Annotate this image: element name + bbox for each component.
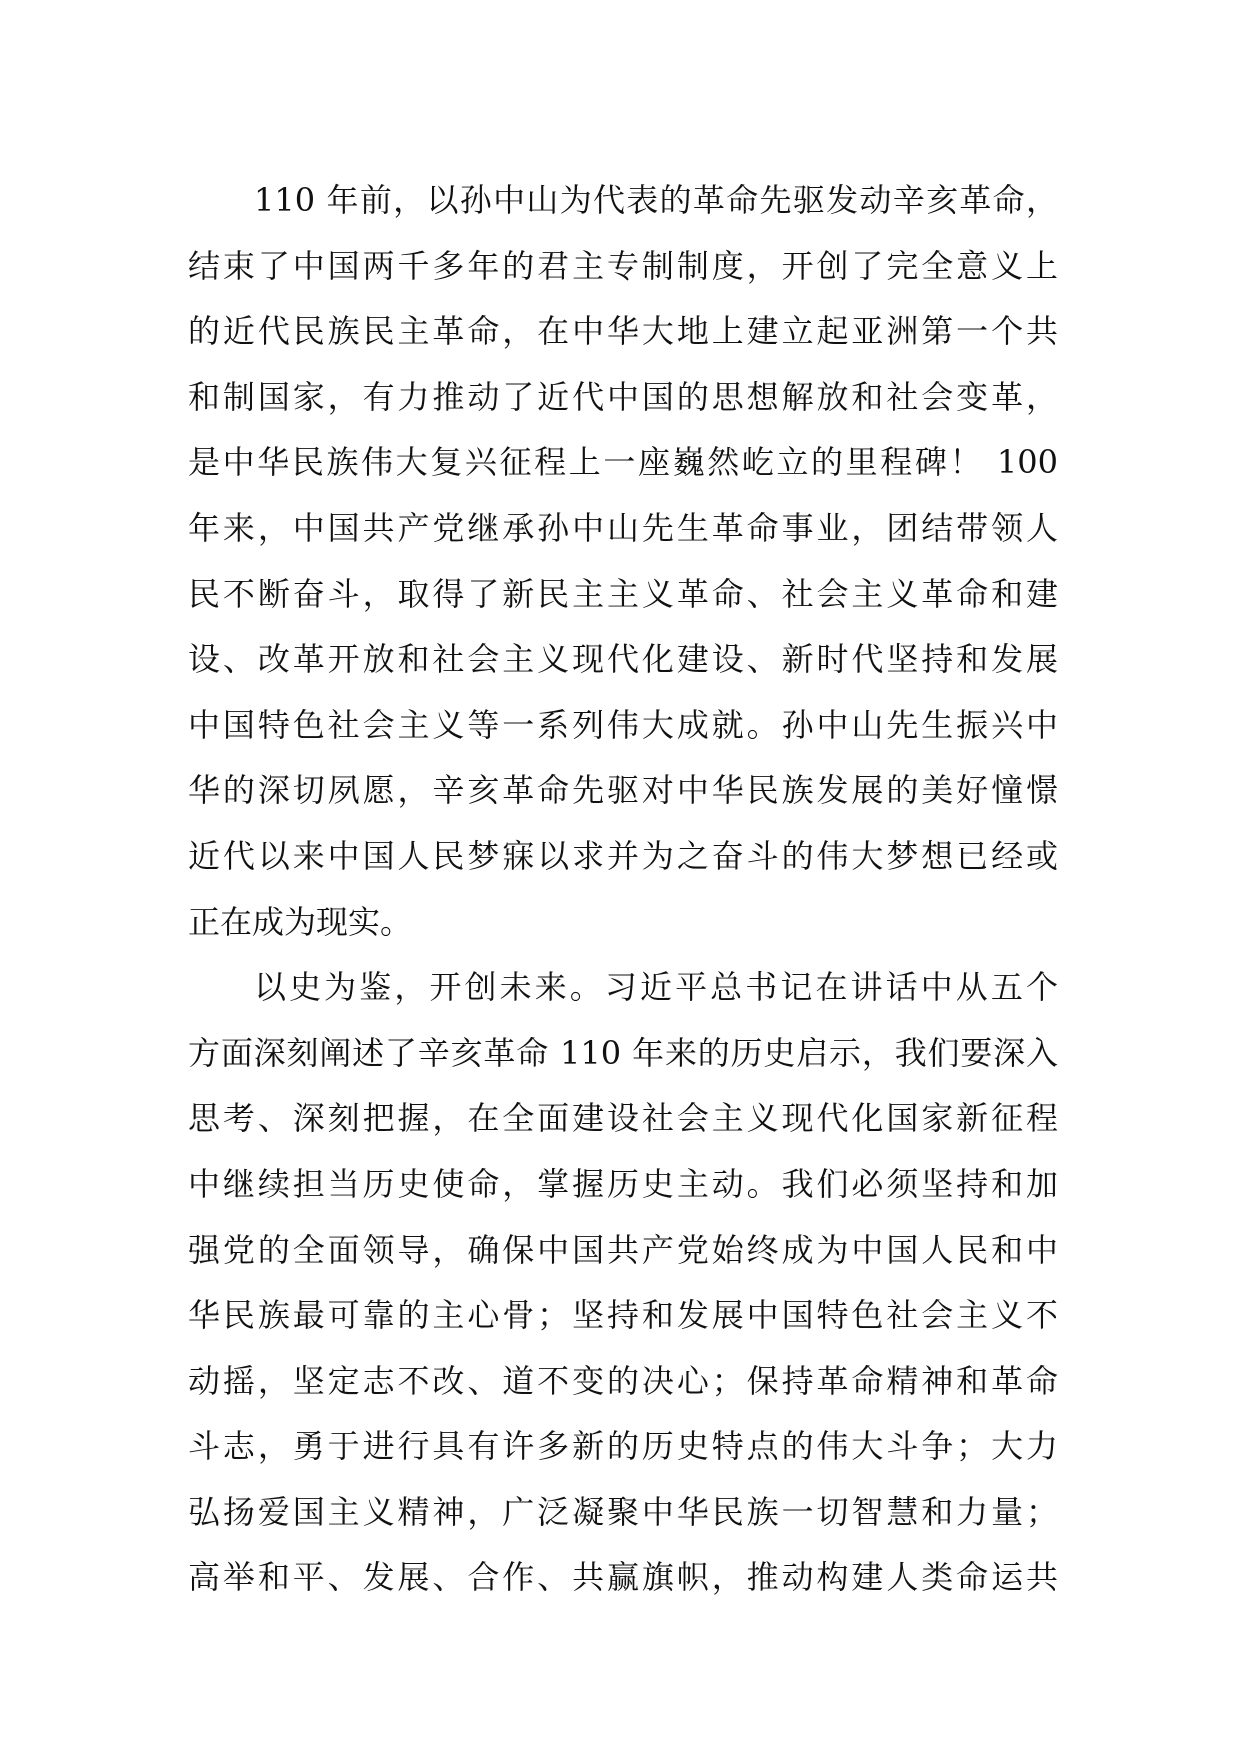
paragraph-line: 是中华民族伟大复兴征程上一座巍然屹立的里程碑！ 100 — [188, 443, 1058, 482]
paragraph-line: 结束了中国两千多年的君主专制制度，开创了完全意义上 — [188, 246, 1058, 285]
paragraph-2 — [188, 955, 1058, 1611]
paragraph-line: 华的深切夙愿，辛亥革命先驱对中华民族发展的美好憧憬 — [188, 771, 1058, 810]
paragraph-line: 和制国家，有力推动了近代中国的思想解放和社会变革， — [188, 377, 1058, 416]
paragraph-line: 以史为鉴，开创未来。习近平总书记在讲话中从五个 — [254, 968, 1058, 1007]
paragraph-line: 动摇，坚定志不改、道不变的决心；保持革命精神和革命 — [188, 1361, 1058, 1400]
paragraph-line: 高举和平、发展、合作、共赢旗帜，推动构建人类命运共 — [188, 1558, 1058, 1597]
paragraph-line: 华民族最可靠的主心骨；坚持和发展中国特色社会主义不 — [188, 1296, 1058, 1335]
paragraph-line: 强党的全面领导，确保中国共产党始终成为中国人民和中 — [188, 1230, 1058, 1269]
paragraph-line: 近代以来中国人民梦寐以求并为之奋斗的伟大梦想已经或 — [188, 836, 1058, 875]
paragraph-line: 方面深刻阐述了辛亥革命 110 年来的历史启示，我们要深入 — [188, 1033, 1058, 1072]
paragraph-line: 正在成为现实。 — [188, 902, 413, 941]
paragraph-line: 斗志，勇于进行具有许多新的历史特点的伟大斗争；大力 — [188, 1427, 1058, 1466]
paragraph-line: 思考、深刻把握，在全面建设社会主义现代化国家新征程 — [188, 1099, 1058, 1138]
paragraph-1 — [188, 168, 1058, 955]
paragraph-line: 民不断奋斗，取得了新民主主义革命、社会主义革命和建 — [188, 574, 1058, 613]
paragraph-line: 弘扬爱国主义精神，广泛凝聚中华民族一切智慧和力量； — [188, 1492, 1058, 1531]
paragraph-line: 110 年前，以孙中山为代表的革命先驱发动辛亥革命， — [254, 181, 1058, 219]
paragraph-line: 年来，中国共产党继承孙中山先生革命事业，团结带领人 — [188, 508, 1058, 547]
paragraph-line: 设、改革开放和社会主义现代化建设、新时代坚持和发展 — [188, 640, 1058, 679]
paragraph-line: 中国特色社会主义等一系列伟大成就。孙中山先生振兴中 — [188, 705, 1058, 744]
paragraph-line: 中继续担当历史使命，掌握历史主动。我们必须坚持和加 — [188, 1164, 1058, 1203]
document-body — [188, 168, 1058, 1611]
paragraph-line: 的近代民族民主革命，在中华大地上建立起亚洲第一个共 — [188, 312, 1058, 351]
